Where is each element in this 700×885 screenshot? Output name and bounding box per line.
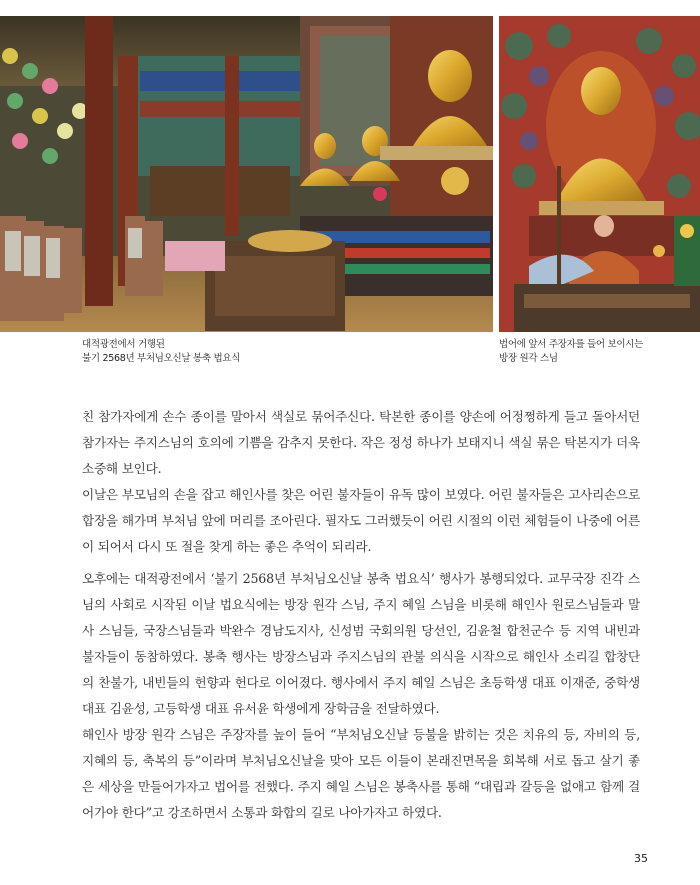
abbot-image bbox=[499, 16, 700, 332]
ceremony-hall-image bbox=[0, 16, 493, 332]
page-number: 35 bbox=[634, 852, 648, 865]
paragraph: 이날은 부모님의 손을 잡고 해인사를 찾은 어린 불자들이 유독 많이 보였다. 어린 불자들은 고사리손으로 합장을 해가며 부처님 앞에 머리를 조아린다. 필자도 그러했듯이 어린 시절의 이런 체험들이 나중에 어른이 되어서 다시 또 절을 찾게 하는 좋은 추억이 되리라. bbox=[82, 487, 640, 554]
left-caption-line-1: 대적광전에서 거행된 bbox=[82, 339, 165, 350]
paragraph: 친 참가자에게 손수 종이를 말아서 색실로 묶어주신다. 탁본한 종이를 양손에 어정쩡하게 들고 돌아서던 참가자는 주지스님의 호의에 기쁨을 감추지 못한다. 작은 정성 하나가 보태지니 색실 묶은 탁본지가 더욱 소중해 보인다. bbox=[82, 409, 640, 476]
left-photo-caption bbox=[82, 338, 240, 366]
paragraph: 해인사 방장 원각 스님은 주장자를 높이 들어 “부처님오신날 등불을 밝히는 것은 치유의 등, 자비의 등, 지혜의 등, 축복의 등”이라며 부처님오신날을 맞아 모든 이들이 본래진면목을 회복해 서로 돕고 살기 좋은 세상을 만들어가자고 법어를 전했다. 주지 혜일 스님은 봉축사를 통해 “대립과 갈등을 없애고 함께 걸어가야 한다”고 강조하면서 소통과 화합의 길로 나아가자고 하였다. bbox=[82, 727, 640, 820]
ceremony-hall-photo bbox=[0, 16, 493, 332]
right-caption-line-1: 법어에 앞서 주장자를 들어 보이시는 bbox=[499, 339, 644, 350]
article-body-block-2 bbox=[82, 566, 640, 826]
article-body-block-1 bbox=[82, 404, 640, 560]
right-caption-line-2: 방장 원각 스님 bbox=[499, 353, 558, 364]
right-photo-caption bbox=[499, 338, 689, 366]
left-caption-line-2: 불기 2568년 부처님오신날 봉축 법요식 bbox=[82, 353, 241, 364]
paragraph: 오후에는 대적광전에서 ‘불기 2568년 부처님오신날 봉축 법요식’ 행사가 봉행되었다. 교무국장 진각 스님의 사회로 시작된 이날 법요식에는 방장 원각 스님, 주지 혜일 스님을 비롯해 해인사 원로스님들과 말사 스님들, 국장스님들과 박완수 경남도지사, 신성범 국회의원 당선인, 김윤철 합천군수 등 지역 내빈과 불자들이 동참하였다. 봉축 행사는 방장스님과 주지스님의 관불 의식을 시작으로 해인사 소리길 합창단의 찬불가, 내빈들의 헌향과 헌다로 이어졌다. 행사에서 주지 혜일 스님은 초등학생 대표 이재준, 중학생 대표 김윤성, 고등학생 대표 유서윤 학생에게 장학금을 전달하였다. bbox=[82, 571, 640, 716]
abbot-buddha-photo bbox=[499, 16, 700, 332]
